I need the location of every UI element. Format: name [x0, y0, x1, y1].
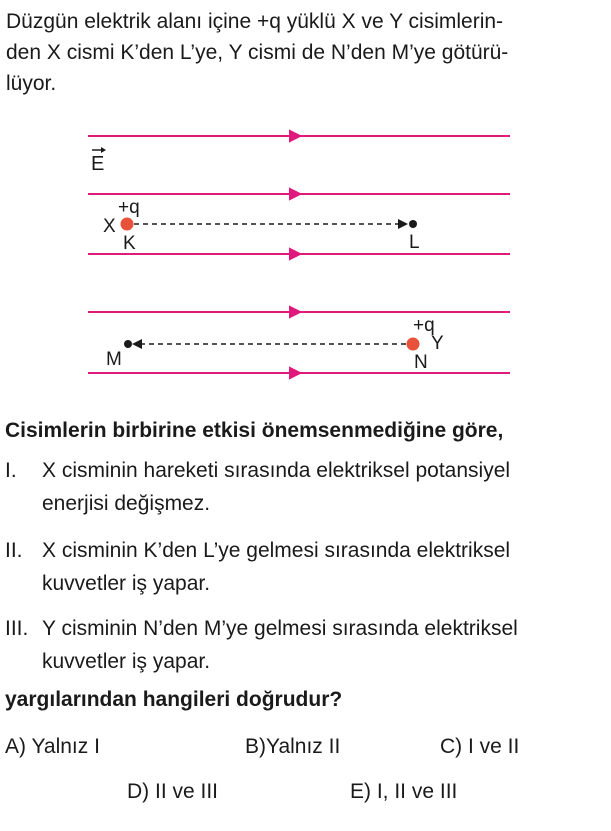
choice-c[interactable]: C) I ve II	[440, 735, 520, 758]
statement-1	[5, 454, 510, 520]
field-arrow-2	[290, 189, 300, 199]
intro-line-1: Düzgün elektrik alanı içine +q yüklü X ve Y cisimlerin-	[6, 10, 504, 33]
statement-number: II.	[5, 539, 23, 562]
x-path-arrowhead-icon	[398, 219, 408, 229]
field-arrow-5	[290, 368, 300, 378]
l-label: L	[409, 232, 420, 253]
choice-d[interactable]: D) II ve III	[127, 780, 219, 803]
statement-3	[5, 612, 518, 678]
choice-b[interactable]: B)Yalnız II	[245, 735, 341, 758]
y-name-label: Y	[431, 333, 444, 354]
statement-text: Y cisminin N’den M’ye gelmesi sırasında elektriksel	[42, 617, 518, 640]
charge-y	[407, 338, 420, 351]
k-label: K	[123, 233, 136, 254]
x-name-label: X	[103, 216, 116, 237]
m-label: M	[106, 349, 122, 370]
choice-a[interactable]: A) Yalnız I	[5, 735, 100, 758]
field-arrow-4	[290, 307, 300, 317]
statement-number: I.	[5, 459, 17, 482]
question-intro	[6, 6, 606, 99]
y-path-arrowhead-icon	[132, 339, 142, 349]
statement-2	[5, 534, 510, 600]
field-arrow-1	[290, 131, 300, 141]
statement-text-cont: kuvvetler iş yapar.	[42, 572, 211, 595]
statement-text-cont: kuvvetler iş yapar.	[42, 650, 211, 673]
point-l	[409, 220, 417, 228]
statement-text: X cisminin K’den L’ye gelmesi sırasında elektriksel	[42, 539, 511, 562]
x-charge-label: +q	[118, 197, 140, 218]
question-stem: Cisimlerin birbirine etkisi önemsenmediğine göre,	[5, 419, 504, 442]
field-label: E	[91, 153, 105, 175]
question-closing: yargılarından hangileri doğrudur?	[5, 688, 343, 711]
field-arrow-3	[290, 249, 300, 259]
statement-number: III.	[5, 617, 29, 640]
y-charge-label: +q	[413, 315, 435, 336]
charge-x	[121, 218, 134, 231]
intro-line-2: den X cismi K’den L’ye, Y cismi de N’den M’ye götürü-	[6, 41, 509, 64]
electric-field-diagram	[0, 120, 611, 390]
statement-text: X cisminin hareketi sırasında elektriksel potansiyel	[42, 459, 511, 482]
choice-e[interactable]: E) I, II ve III	[350, 780, 458, 803]
statement-text-cont: enerjisi değişmez.	[42, 492, 211, 515]
point-m	[124, 340, 132, 348]
intro-line-3: lüyor.	[6, 72, 57, 95]
n-label: N	[414, 352, 428, 373]
